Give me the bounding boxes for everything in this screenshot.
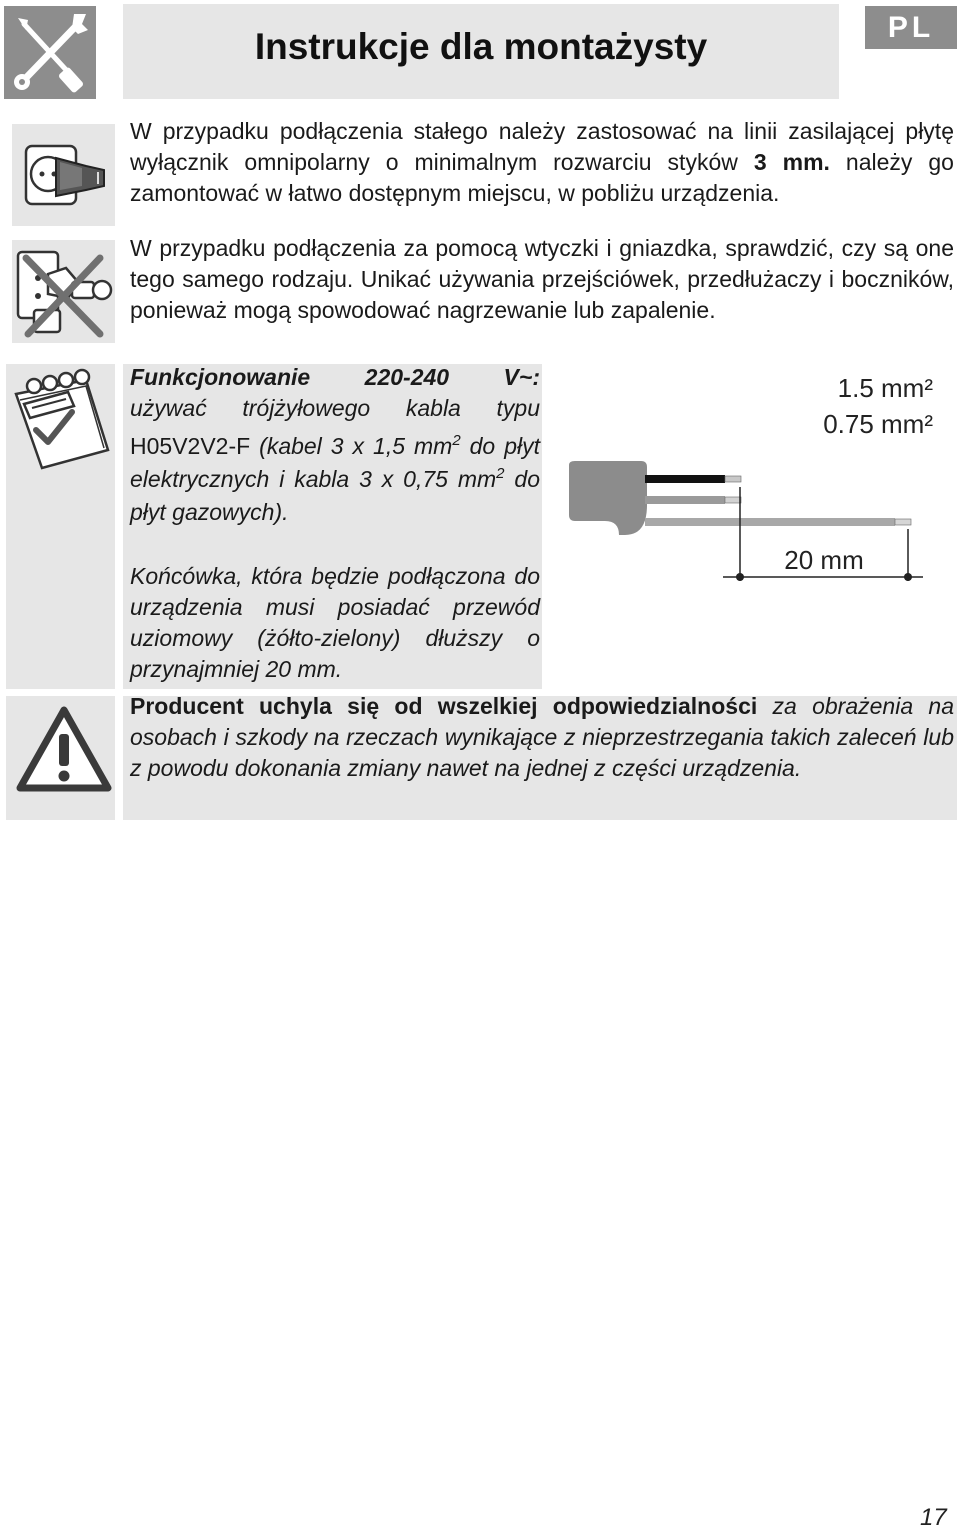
plug-connection-text: W przypadku podłączenia za pomocą wtyczki i gniazdka, sprawdzić, czy są one tego samego rodzaju. Unikać używania przejściówek, przedłużaczy i boczników, ponieważ mogą spowodować nagrzewanie lub zapalenie. <box>130 235 954 323</box>
header-title-bar <box>123 4 839 99</box>
warning-icon-box <box>6 696 115 820</box>
page-number: 17 <box>920 1504 947 1531</box>
voltage-line: Funkcjonowanie 220-240 V~: <box>130 364 540 390</box>
wire-grey <box>645 496 725 504</box>
wire-ground-tip <box>895 519 911 525</box>
notepad-checkmark-icon <box>6 364 115 484</box>
ground-wire-text: Końcówka, która będzie podłączona do urządzenia musi posiadać przewód uziomowy (żółto-zielony) dłuższy o przynajmniej 20 mm. <box>130 563 540 682</box>
warning-bold: Producent uchyla się od wszelkiej odpowiedzialności <box>130 693 758 719</box>
cable-spec-a: (kabel 3 x 1,5 mm <box>250 433 453 459</box>
warning-rest: za obrażenia na osobach i szkody na rzeczach wynikające z nieprzestrzegania takich zaleceń lub z powodu dokonania zmiany nawet na jednej z części urządzenia. <box>130 693 954 781</box>
superscript-2b: 2 <box>496 465 505 482</box>
cable-spec-b: do płyt elektrycznych i kabla 3 x 0,75 mm <box>130 433 540 492</box>
fixed-connection-text-b: należy go zamontować w łatwo dostępnym miejscu, w pobliżu urządzenia. <box>130 149 954 206</box>
wire-ground <box>645 518 895 526</box>
crossed-out-adapter-icon <box>12 240 115 343</box>
adapter-icon-box <box>12 240 115 343</box>
wire-dark-tip <box>725 476 741 482</box>
wire-dark <box>645 475 725 483</box>
cable-code: H05V2V2-F <box>130 433 251 459</box>
fixed-connection-text-a: W przypadku podłączenia stałego należy zastosować na linii zasilającej płytę wyłącznik omnipolarny o minimalnym rozwarciu styków <box>130 118 954 175</box>
fixed-connection-text <box>130 116 954 209</box>
page-title: Instrukcje dla montażysty <box>254 26 708 67</box>
superscript-2: 2 <box>452 432 461 449</box>
cable-diagram <box>555 365 955 595</box>
wrench-screwdriver-icon <box>4 6 96 99</box>
notepad-icon-box <box>6 364 115 689</box>
wall-socket-plug-icon <box>12 124 115 226</box>
cable-section-text <box>130 430 540 529</box>
wire-grey-tip <box>725 497 741 503</box>
label-0-75mm2: 0.75 mm² <box>823 409 933 439</box>
language-badge: PL <box>865 6 957 49</box>
cable-spec-text <box>130 362 540 529</box>
header-icon-box <box>4 6 96 99</box>
label-20mm: 20 mm <box>784 545 864 575</box>
label-1-5mm2: 1.5 mm² <box>837 373 933 403</box>
contact-gap-value: 3 mm. <box>753 149 830 175</box>
dim-dot-right <box>904 573 912 581</box>
socket-icon-box <box>12 124 115 226</box>
dim-dot-left <box>736 573 744 581</box>
warning-text <box>130 691 954 784</box>
cable-type-line: używać trójżyłowego kabla typu <box>130 395 540 421</box>
cable-sheath <box>569 461 647 535</box>
warning-triangle-icon <box>6 696 115 820</box>
cable-spec-c: do płyt gazowych). <box>130 466 540 525</box>
